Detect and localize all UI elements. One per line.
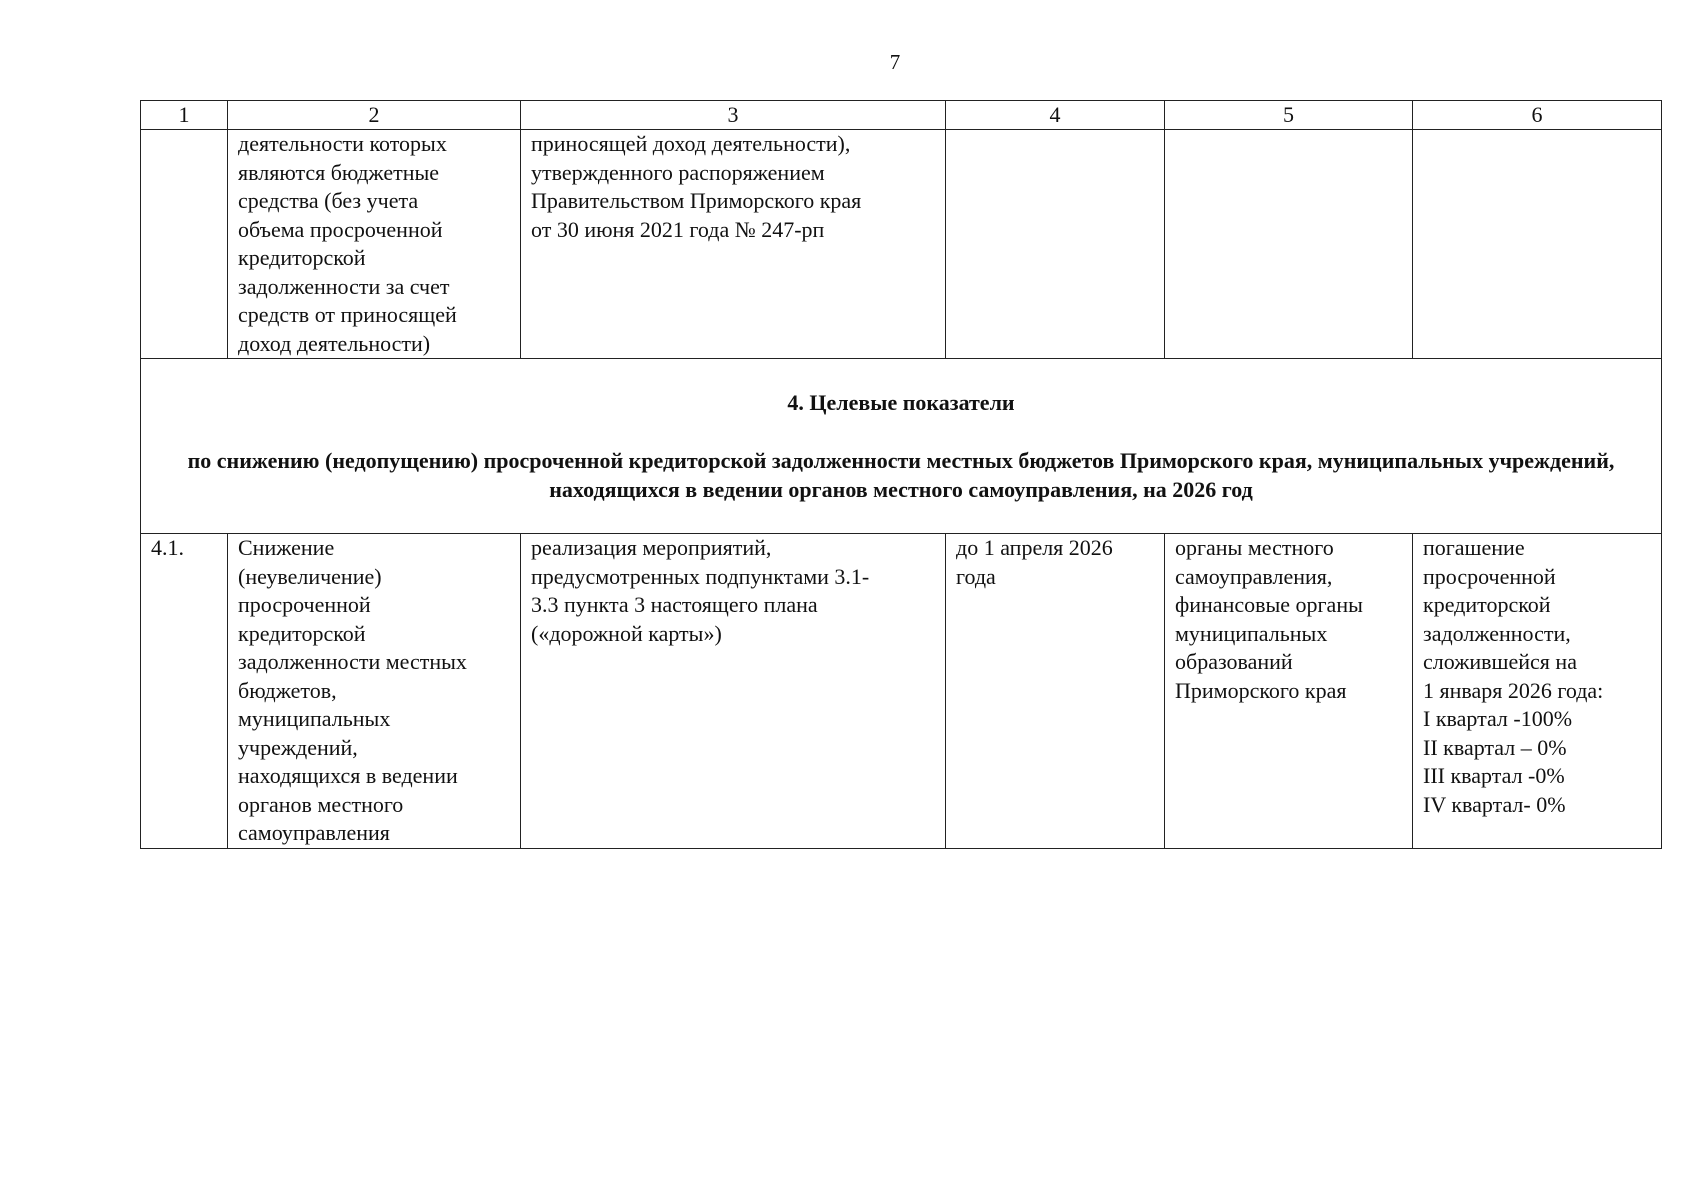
column-number-6: 6 xyxy=(1413,101,1662,130)
column-number-4: 4 xyxy=(946,101,1165,130)
section-title: 4. Целевые показатели xyxy=(787,390,1015,415)
table-cell xyxy=(141,130,228,359)
page-number: 7 xyxy=(889,50,901,74)
section-heading xyxy=(141,359,1662,534)
section-heading-row xyxy=(141,359,1662,534)
table-cell: до 1 апреля 2026 года xyxy=(946,534,1165,849)
column-number-5: 5 xyxy=(1165,101,1413,130)
table-cell xyxy=(1165,130,1413,359)
column-number-2: 2 xyxy=(228,101,521,130)
table-cell xyxy=(946,130,1165,359)
plan-table xyxy=(140,100,1662,849)
column-number-1: 1 xyxy=(141,101,228,130)
column-number-3: 3 xyxy=(521,101,946,130)
table-cell: органы местного самоуправления, финансовые органы муниципальных образований Приморского края xyxy=(1165,534,1413,849)
table-row xyxy=(141,130,1662,359)
table-cell: деятельности которых являются бюджетные средства (без учета объема просроченной кредиторской задолженности за счет средств от приносящей доход деятельности) xyxy=(228,130,521,359)
table-row xyxy=(141,534,1662,849)
column-number-row xyxy=(141,101,1662,130)
section-subtitle: по снижению (недопущению) просроченной кредиторской задолженности местных бюджетов Приморского края, муниципальных учреждений, находящихся в ведении органов местного самоуправления, на 2026 год xyxy=(187,448,1615,502)
table-cell xyxy=(1413,130,1662,359)
table-cell: приносящей доход деятельности), утвержденного распоряжением Правительством Приморского края от 30 июня 2021 года № 247-рп xyxy=(521,130,946,359)
table-cell: погашение просроченной кредиторской задолженности, сложившейся на 1 января 2026 года: I квартал -100% II квартал – 0% III квартал -0% IV квартал- 0% xyxy=(1413,534,1662,849)
table-cell: реализация мероприятий, предусмотренных подпунктами 3.1- 3.3 пункта 3 настоящего плана («дорожной карты») xyxy=(521,534,946,849)
table-cell: Снижение (неувеличение) просроченной кредиторской задолженности местных бюджетов, муниципальных учреждений, находящихся в ведении органов местного самоуправления xyxy=(228,534,521,849)
table-cell: 4.1. xyxy=(141,534,228,849)
